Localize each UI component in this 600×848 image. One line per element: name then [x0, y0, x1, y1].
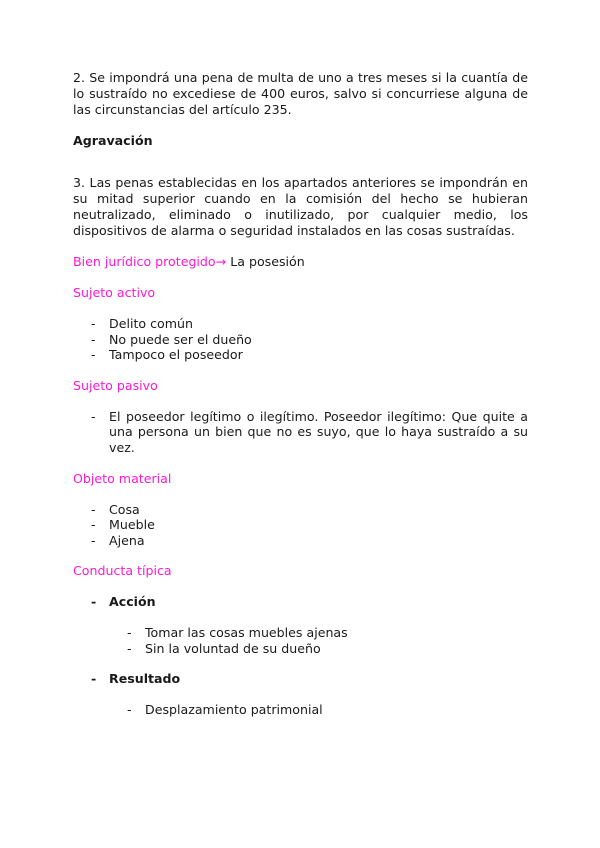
- agravacion-heading: Agravación: [73, 133, 153, 148]
- dash-bullet: -: [91, 532, 96, 548]
- dash-bullet: -: [91, 316, 96, 331]
- resultado-list: [73, 671, 528, 687]
- list-item: - Tomar las cosas muebles ajenas: [127, 624, 348, 640]
- accion-label: - Acción: [91, 594, 156, 610]
- list-item: - Sin la voluntad de su dueño: [127, 640, 321, 656]
- list-item: - El poseedor legítimo o ilegítimo. Poseedor ilegítimo: Que quite a una persona un bien que no es suyo, que lo haya sustraído a su vez.: [91, 408, 528, 455]
- sujeto-pasivo-list: [73, 409, 528, 456]
- dash-bullet: -: [91, 517, 96, 533]
- dash-bullet: -: [91, 594, 97, 610]
- list-item: - Tampoco el poseedor: [91, 347, 243, 363]
- dash-bullet: -: [127, 624, 132, 640]
- bien-juridico-value: La posesión: [230, 254, 305, 269]
- objeto-material-heading: Objeto material: [73, 470, 172, 486]
- document-page: [73, 70, 528, 717]
- sujeto-activo-heading: Sujeto activo: [73, 285, 156, 300]
- resultado-sublist: [73, 702, 528, 718]
- list-item: - Mueble: [91, 517, 155, 533]
- accion-list: [73, 594, 528, 610]
- list-item: - Delito común: [91, 316, 193, 331]
- resultado-label: - Resultado: [91, 671, 181, 687]
- dash-bullet: -: [91, 331, 96, 347]
- list-item: - Cosa: [91, 501, 140, 517]
- dash-bullet: -: [127, 701, 132, 717]
- dash-bullet: -: [91, 501, 96, 517]
- list-item: - Ajena: [91, 532, 145, 548]
- list-item: - Desplazamiento patrimonial: [127, 701, 323, 717]
- dash-bullet: -: [91, 408, 96, 424]
- bien-juridico-line: [73, 254, 528, 270]
- dash-bullet: -: [127, 640, 132, 656]
- conducta-tipica-heading: Conducta típica: [73, 563, 172, 579]
- accion-sublist: [73, 625, 528, 656]
- paragraph-3: 3. Las penas establecidas en los apartados anteriores se impondrán en su mitad superior cuando en la comisión del hecho se hubieran neutralizado, eliminado o inutilizado, por cualquier medio, los dispositivos de alarma o seguridad instalados en las cosas sustraídas.: [73, 175, 528, 238]
- bien-juridico-label: Bien jurídico protegido: [73, 254, 216, 269]
- list-item: - No puede ser el dueño: [91, 331, 252, 347]
- dash-bullet: -: [91, 671, 97, 687]
- objeto-material-list: [73, 502, 528, 549]
- arrow-icon: →: [215, 254, 227, 269]
- paragraph-2: 2. Se impondrá una pena de multa de uno a tres meses si la cuantía de lo sustraído no excediese de 400 euros, salvo si concurriese alguna de las circunstancias del artículo 235.: [73, 70, 528, 117]
- sujeto-activo-list: [73, 316, 528, 363]
- sujeto-pasivo-heading: Sujeto pasivo: [73, 377, 158, 393]
- dash-bullet: -: [91, 347, 96, 363]
